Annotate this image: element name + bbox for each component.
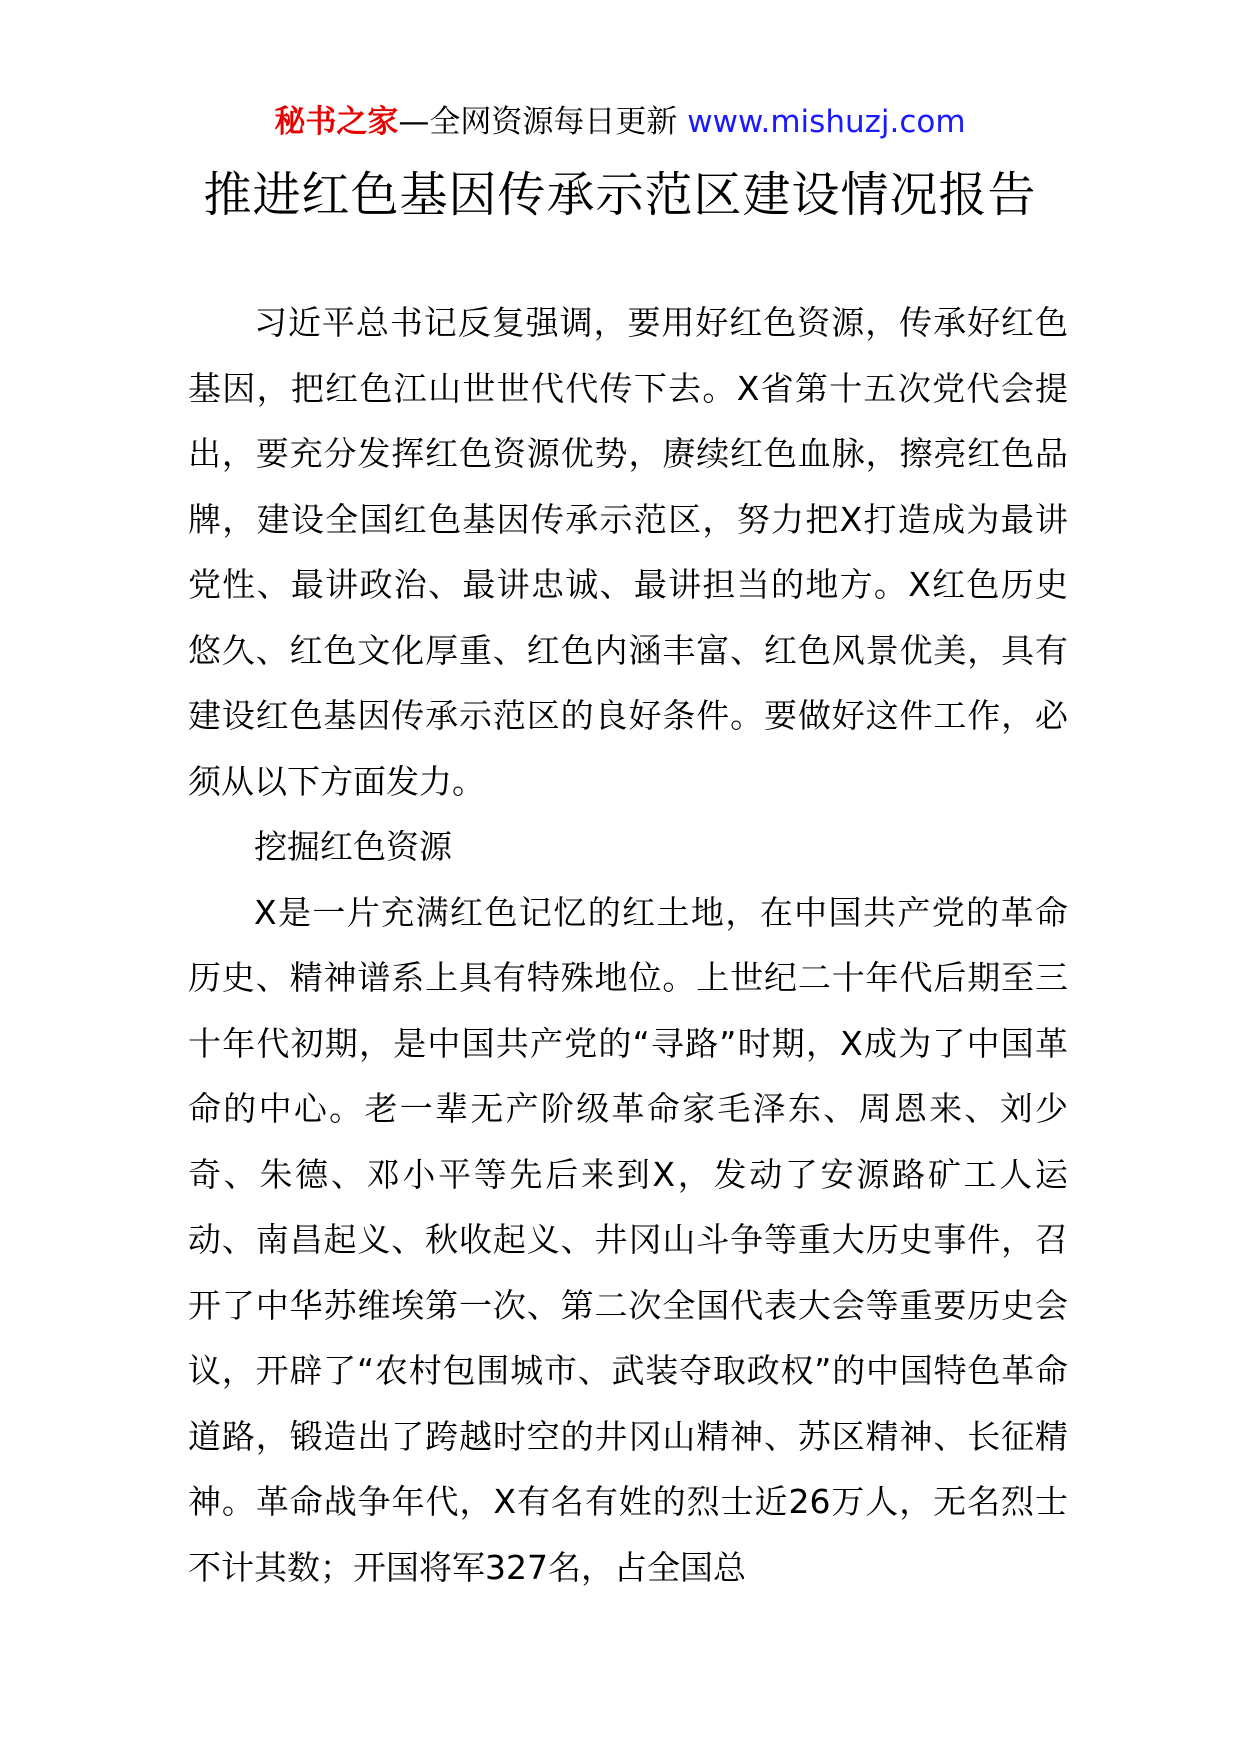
site-header: [0, 102, 1240, 142]
document-body: [188, 290, 1068, 1600]
section-heading: 挖掘红色资源: [254, 827, 452, 866]
document-title: 推进红色基因传承示范区建设情况报告: [203, 167, 1037, 223]
brand-name: 秘书之家: [274, 104, 399, 140]
site-url-link[interactable]: www.mishuzj.com: [687, 104, 966, 140]
paragraph-intro: 习近平总书记反复强调，要用好红色资源，传承好红色基因，把红色江山世世代代传下去。X省第十五次党代会提出，要充分发挥红色资源优势，赓续红色血脉，擦亮红色品牌，建设全国红色基因传承示范区，努力把X打造成为最讲党性、最讲政治、最讲忠诚、最讲担当的地方。X红色历史悠久、红色文化厚重、红色内涵丰富、红色风景优美，具有建设红色基因传承示范区的良好条件。要做好这件工作，必须从以下方面发力。: [188, 303, 1068, 801]
paragraph-history: X是一片充满红色记忆的红土地，在中国共产党的革命历史、精神谱系上具有特殊地位。上世纪二十年代后期至三十年代初期，是中国共产党的“寻路”时期，X成为了中国革命的中心。老一辈无产阶级革命家毛泽东、周恩来、刘少奇、朱德、邓小平等先后来到X，发动了安源路矿工人运动、南昌起义、秋收起义、井冈山斗争等重大历史事件，召开了中华苏维埃第一次、第二次全国代表大会等重要历史会议，开辟了“农村包围城市、武装夺取政权”的中国特色革命道路，锻造出了跨越时空的井冈山精神、苏区精神、长征精神。革命战争年代，X有名有姓的烈士近26万人，无名烈士不计其数；开国将军327名，占全国总: [188, 892, 1068, 1587]
site-tagline: —全网资源每日更新: [398, 104, 688, 140]
